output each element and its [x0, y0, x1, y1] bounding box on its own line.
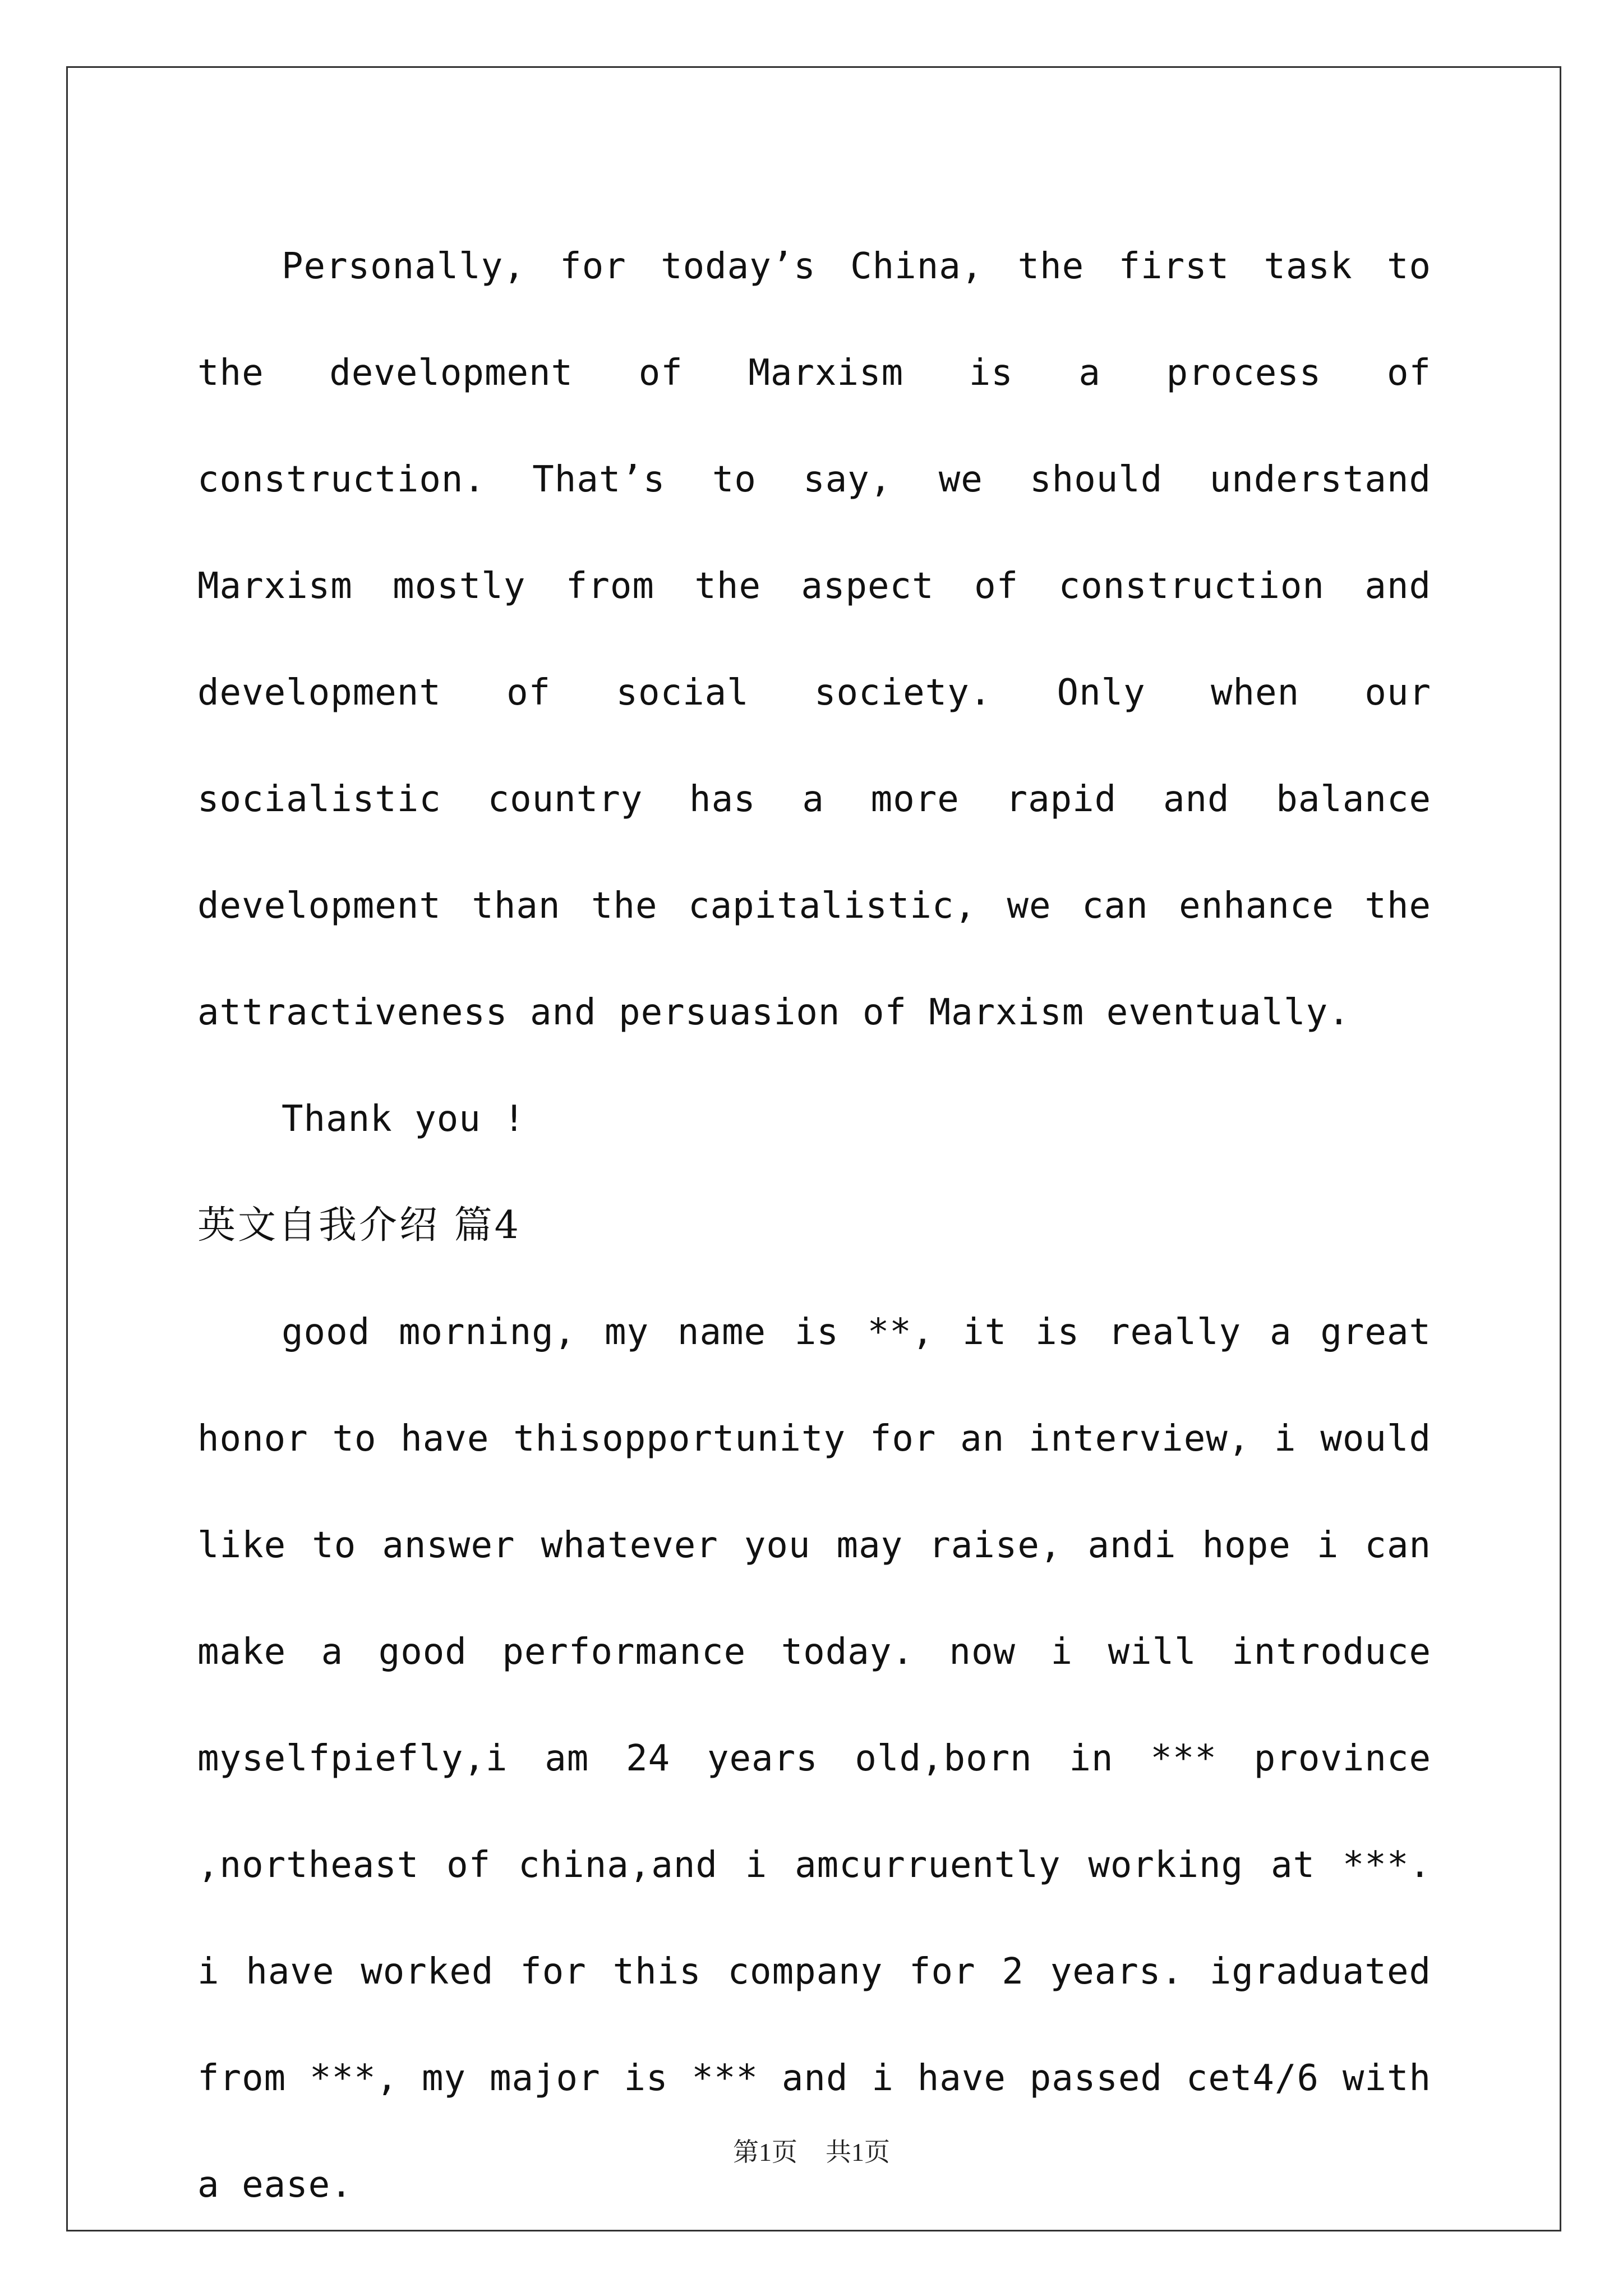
paragraph-thank-you: Thank you ! — [282, 1098, 525, 1140]
page-total: 共1页 — [826, 2138, 890, 2166]
document-body — [197, 213, 1431, 2238]
paragraph-self-introduction: good morning, my name is **, it is really a great honor to have thisopportunity for an interview, i would like to answer whatever you may raise, andi hope i can make a good performance today. now i will introduce myselfpiefly,i am 24 years old,born in *** province ,northeast of china,and i amcurruently working at ***. i have worked for this company for 2 years. igraduated from ***, my major is *** and i have passed cet4/6 with a ease. — [197, 1312, 1431, 2206]
paragraph-marxism: Personally, for today’s China, the first task to the development of Marxism is a process of construction. That’s to say, we should understand Marxism mostly from the aspect of construction and development of social society. Only when our socialistic country has a more rapid and balance development than the capitalistic, we can enhance the attractiveness and persuasion of Marxism eventually. — [197, 246, 1431, 1033]
page-footer — [0, 2132, 1623, 2169]
page-number: 第1页 — [733, 2138, 797, 2166]
section-heading: 英文自我介绍 篇4 — [197, 1203, 521, 1248]
